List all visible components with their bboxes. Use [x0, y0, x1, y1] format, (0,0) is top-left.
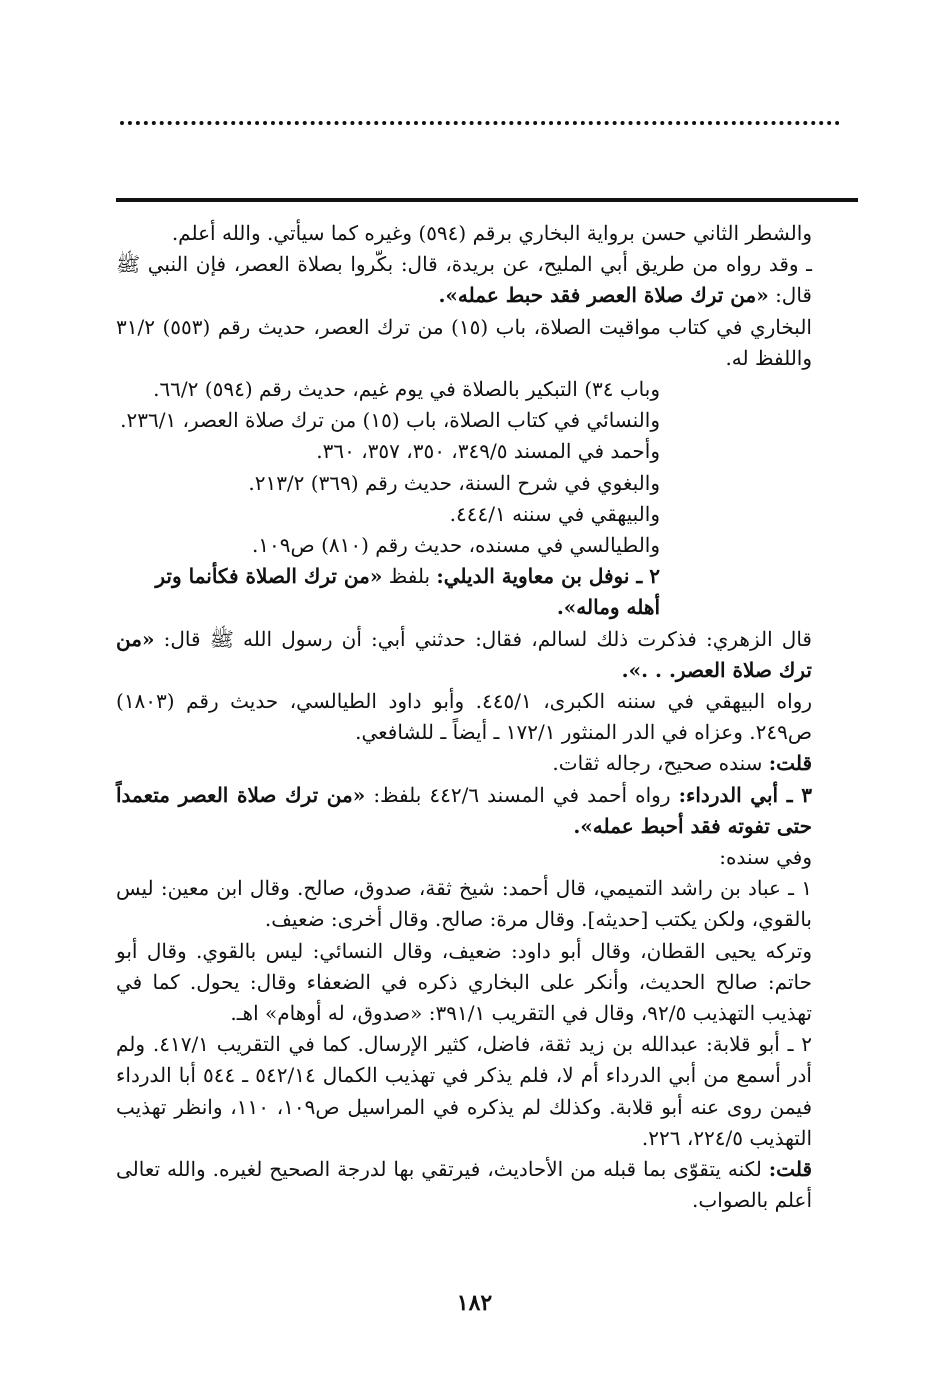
- hadith-quote: «من ترك صلاة العصر فقد حبط عمله».: [438, 283, 769, 308]
- text-run: البخاري في كتاب مواقيت الصلاة، باب (١٥) من ترك العصر، حديث رقم (٥٥٣) ٣١/٢ واللفظ له.: [116, 314, 812, 370]
- narrator-heading: ٢ ـ نوفل بن معاوية الديلي:: [436, 564, 660, 589]
- text-run: والشطر الثاني حسن برواية البخاري برقم (٥٩٤) وغيره كما سيأتي. والله أعلم.: [171, 221, 812, 245]
- paragraph: [116, 1029, 812, 1154]
- reference-line: [116, 468, 660, 499]
- reference-line: [116, 374, 660, 405]
- reference-line: [116, 530, 660, 561]
- text-run: بلفظ: [388, 564, 431, 589]
- reference-line: [116, 436, 660, 467]
- text-run: قال الزهري: فذكرت ذلك لسالم، فقال: حدثني أبي: أن رسول الله ﷺ قال:: [163, 626, 812, 651]
- paragraph: [116, 936, 812, 1030]
- dotted-separator: [120, 121, 840, 125]
- text-run: سنده صحيح، رجاله ثقات.: [552, 751, 763, 776]
- hadith-quote: «من ترك صلاة العصر. . .».: [116, 626, 812, 682]
- text-run: ٢ ـ أبو قلابة: عبدالله بن زيد ثقة، فاضل، كثير الإرسال. كما في التقريب ٤١٧/١. ولم أدر أسمع من أبي الدرداء أم لا، فلم يذكر في تهذيب الكمال ٥٤٢/١٤ ـ ٥٤٤ أبا الدرداء فيمن روى عنه أبو قلابة. وكذلك لم يذكره في المراسيل ص١٠٩، ١١٠، وانظر تهذيب التهذيب ٢٢٤/٥، ٢٢٦.: [116, 1032, 813, 1150]
- reference-line: [116, 499, 660, 530]
- text-run: ١ ـ عباد بن راشد التميمي، قال أحمد: شيخ ثقة، صدوق، صالح. وقال ابن معين: ليس بالقوي، ولكن يكتب [حديثه]. وقال مرة: صالح. وقال أخرى: ضعيف.: [116, 876, 812, 932]
- page-number: ١٨٢: [456, 1290, 493, 1316]
- footnote-separator: [116, 198, 858, 202]
- paragraph: [116, 624, 812, 686]
- hadith-quote: «من ترك الصلاة فكأنما وتر أهله وماله».: [155, 564, 660, 620]
- paragraph: [116, 842, 812, 873]
- text-run: والبغوي في شرح السنة، حديث رقم (٣٦٩) ٢١٣/٢.: [248, 470, 660, 495]
- text-run: رواه أحمد في المسند ٤٤٢/٦ بلفظ:: [373, 782, 671, 807]
- text-run: والطيالسي في مسنده، حديث رقم (٨١٠) ص١٠٩.: [251, 533, 660, 558]
- narrator-heading: ٣ ـ أبي الدرداء:: [678, 782, 812, 807]
- paragraph: [116, 1154, 812, 1216]
- paragraph: [116, 249, 812, 311]
- paragraph: [116, 780, 812, 842]
- paragraph: [116, 873, 812, 935]
- text-run: وفي سنده:: [719, 845, 812, 870]
- text-run: والبيهقي في سننه ٤٤٤/١.: [449, 501, 660, 526]
- text-run: وأحمد في المسند ٣٤٩/٥، ٣٥٠، ٣٥٧، ٣٦٠.: [316, 439, 660, 464]
- paragraph: [116, 686, 812, 748]
- reference-line: [116, 405, 660, 436]
- footnote-text: [116, 218, 812, 1217]
- text-run: وتركه يحيى القطان، وقال أبو داود: ضعيف، وقال النسائي: ليس بالقوي. وقال أبو حاتم: صالح الحديث، وأنكر على البخاري ذكره في الضعفاء وقال: يحول. كما في تهذيب التهذيب ٩٢/٥، وقال في التقريب ٣٩١/١: «صدوق، له أوهام» اهـ.: [116, 938, 812, 1026]
- reference-list: [116, 374, 812, 624]
- hadith-quote: «من ترك صلاة العصر متعمداً حتى تفوته فقد أحبط عمله».: [116, 782, 812, 838]
- paragraph: [116, 312, 812, 374]
- text-run: ـ وقد رواه من طريق أبي المليح، عن بريدة، قال: بكّروا بصلاة العصر، فإن النبي ﷺ قال:: [116, 252, 813, 308]
- paragraph: [116, 748, 812, 779]
- paragraph: [116, 218, 812, 249]
- note-label: قلت:: [768, 751, 812, 776]
- reference-line: [116, 561, 660, 623]
- text-run: والنسائي في كتاب الصلاة، باب (١٥) من ترك صلاة العصر، ٢٣٦/١.: [120, 408, 660, 433]
- text-run: رواه البيهقي في سننه الكبرى، ٤٤٥/١. وأبو داود الطيالسي، حديث رقم (١٨٠٣) ص٢٤٩. وعزاه في الدر المنثور ١٧٢/١ ـ أيضاً ـ للشافعي.: [116, 689, 812, 745]
- note-label: قلت:: [768, 1157, 812, 1182]
- text-run: لكنه يتقوّى بما قبله من الأحاديث، فيرتقي بها لدرجة الصحيح لغيره. والله تعالى أعلم بالصواب.: [116, 1157, 812, 1213]
- text-run: وباب ٣٤) التبكير بالصلاة في يوم غيم، حديث رقم (٥٩٤) ٦٦/٢.: [153, 377, 660, 402]
